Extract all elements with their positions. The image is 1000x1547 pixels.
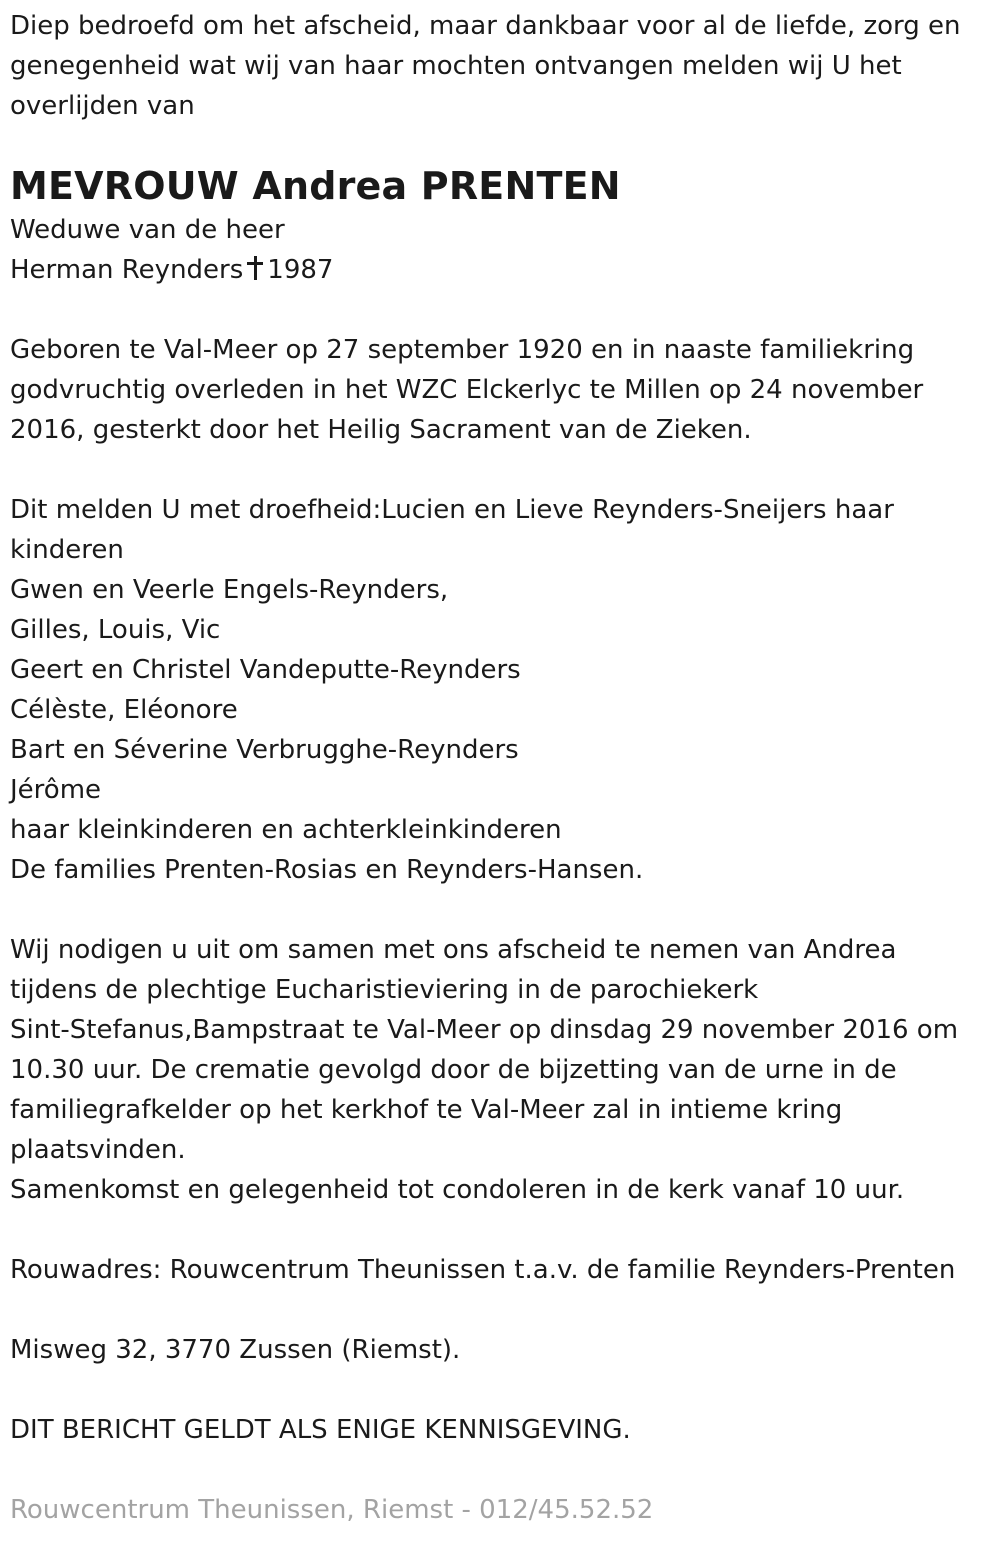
ceremony-line: familiegrafkelder op het kerkhof te Val-Meer zal in intieme kring [10, 1095, 843, 1125]
ceremony-line: Sint-Stefanus,Bampstraat te Val-Meer op dinsdag 29 november 2016 om [10, 1015, 959, 1045]
spouse-death-year: 1987 [267, 255, 334, 285]
ceremony-paragraph [10, 930, 990, 1210]
spouse-name: Herman Reynders [10, 255, 244, 285]
rouwadres-line: Rouwadres: Rouwcentrum Theunissen t.a.v. de familie Reynders-Prenten [10, 1255, 956, 1285]
family-line: haar kleinkinderen en achterkleinkinderen [10, 815, 562, 845]
spacer [10, 290, 990, 330]
deceased-name: MEVROUW Andrea PRENTEN [10, 164, 621, 208]
intro-line: Diep bedroefd om het afscheid, maar dankbaar voor al de liefde, zorg en [10, 11, 961, 41]
intro-paragraph [10, 0, 990, 126]
family-line: Jérôme [10, 775, 102, 805]
intro-line: genegenheid wat wij van haar mochten ontvangen melden wij U het [10, 51, 902, 81]
notice-line: DIT BERICHT GELDT ALS ENIGE KENNISGEVING. [10, 1415, 631, 1445]
ceremony-line: plaatsvinden. [10, 1135, 186, 1165]
street-address: Misweg 32, 3770 Zussen (Riemst). [10, 1335, 461, 1365]
ceremony-line: tijdens de plechtige Eucharistieviering in de parochiekerk [10, 975, 759, 1005]
spouse-block [10, 210, 990, 290]
cross-icon [247, 256, 263, 280]
family-line: Geert en Christel Vandeputte-Reynders [10, 655, 521, 685]
family-line: De families Prenten-Rosias en Reynders-Hansen. [10, 855, 644, 885]
family-line: Bart en Séverine Verbrugghe-Reynders [10, 735, 519, 765]
spacer [10, 1370, 990, 1410]
footer-credit: Rouwcentrum Theunissen, Riemst - 012/45.52.52 [10, 1495, 654, 1525]
family-line: Dit melden U met droefheid:Lucien en Lieve Reynders-Sneijers haar [10, 495, 894, 525]
ceremony-line: Wij nodigen u uit om samen met ons afscheid te nemen van Andrea [10, 935, 897, 965]
family-line: Gilles, Louis, Vic [10, 615, 221, 645]
birth-line: 2016, gesterkt door het Heilig Sacrament van de Zieken. [10, 415, 752, 445]
spacer [10, 1290, 990, 1330]
ceremony-line: Samenkomst en gelegenheid tot condoleren in de kerk vanaf 10 uur. [10, 1175, 905, 1205]
spouse-line [10, 250, 990, 290]
ceremony-line: 10.30 uur. De crematie gevolgd door de bijzetting van de urne in de [10, 1055, 897, 1085]
spacer [10, 1210, 990, 1250]
family-line: Célèste, Eléonore [10, 695, 238, 725]
birth-paragraph [10, 330, 990, 450]
spouse-intro: Weduwe van de heer [10, 215, 285, 245]
birth-line: godvruchtig overleden in het WZC Elckerlyc te Millen op 24 november [10, 375, 924, 405]
spacer [10, 450, 990, 490]
spacer [10, 890, 990, 930]
family-line: kinderen [10, 535, 124, 565]
family-line: Gwen en Veerle Engels-Reynders, [10, 575, 449, 605]
birth-line: Geboren te Val-Meer op 27 september 1920 en in naaste familiekring [10, 335, 915, 365]
family-paragraph [10, 490, 990, 890]
intro-line: overlijden van [10, 91, 195, 121]
